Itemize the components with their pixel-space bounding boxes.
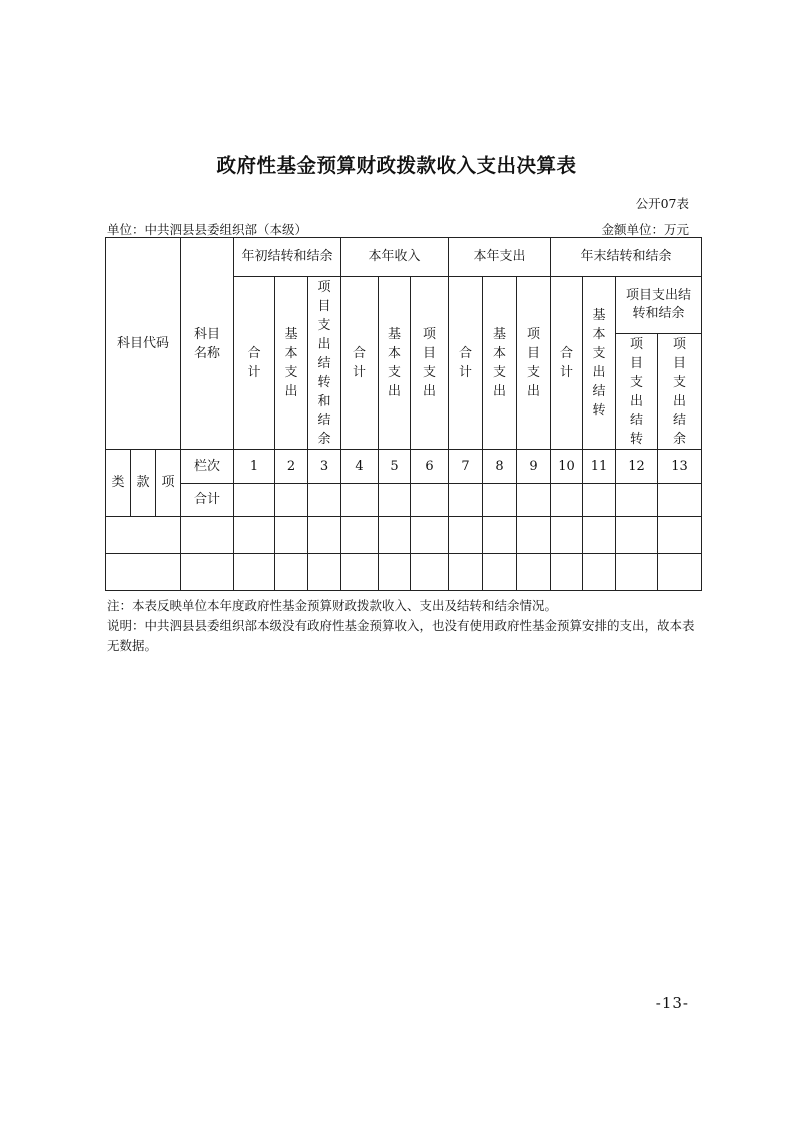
column-number: 11 xyxy=(583,450,616,484)
table-cell xyxy=(583,554,616,591)
column-number: 12 xyxy=(616,450,658,484)
header-begin-group: 年初结转和结余 xyxy=(234,238,341,277)
table-cell xyxy=(411,554,449,591)
column-number: 6 xyxy=(411,450,449,484)
header-income-project: 项目支出 xyxy=(411,277,449,450)
column-number: 7 xyxy=(449,450,483,484)
header-begin-basic: 基本支出 xyxy=(275,277,308,450)
table-cell xyxy=(483,554,517,591)
table-cell xyxy=(551,517,583,554)
column-number: 8 xyxy=(483,450,517,484)
header-expense-basic: 基本支出 xyxy=(483,277,517,450)
header-code: 科目代码 xyxy=(106,238,181,450)
header-expense-project: 项目支出 xyxy=(517,277,551,450)
table-cell xyxy=(106,517,181,554)
table-cell xyxy=(341,484,379,517)
header-end-group: 年末结转和结余 xyxy=(551,238,702,277)
table-cell xyxy=(449,517,483,554)
column-number: 1 xyxy=(234,450,275,484)
header-begin-project: 项目支出结转和结余 xyxy=(308,277,341,450)
table-cell xyxy=(341,517,379,554)
page-title: 政府性基金预算财政拨款收入支出决算表 xyxy=(216,154,577,177)
column-number: 2 xyxy=(275,450,308,484)
table-cell xyxy=(379,554,411,591)
table-cell xyxy=(551,554,583,591)
table-cell xyxy=(308,517,341,554)
table-cell xyxy=(483,484,517,517)
table-cell xyxy=(379,517,411,554)
table-cell xyxy=(583,517,616,554)
column-number: 13 xyxy=(658,450,702,484)
table-row xyxy=(106,554,702,591)
table-cell xyxy=(517,517,551,554)
table-cell xyxy=(379,484,411,517)
column-number: 4 xyxy=(341,450,379,484)
table-row xyxy=(106,517,702,554)
table-cell xyxy=(411,484,449,517)
column-number: 5 xyxy=(379,450,411,484)
header-income-group: 本年收入 xyxy=(341,238,449,277)
table-cell xyxy=(275,517,308,554)
table-cell xyxy=(658,517,702,554)
table-cell xyxy=(616,517,658,554)
table-cell xyxy=(106,554,181,591)
table-cell xyxy=(275,554,308,591)
table-cell xyxy=(181,554,234,591)
sum-row-label: 合计 xyxy=(181,484,234,517)
header-income-total: 合计 xyxy=(341,277,379,450)
header-end-basic-carryover: 基本支出结转 xyxy=(583,277,616,450)
form-number: 公开07表 xyxy=(635,196,689,211)
column-order-label: 栏次 xyxy=(181,450,234,484)
header-item: 项 xyxy=(156,450,181,517)
table-cell xyxy=(616,554,658,591)
table-cell xyxy=(658,484,702,517)
table-cell xyxy=(234,517,275,554)
table-cell xyxy=(308,554,341,591)
table-cell xyxy=(658,554,702,591)
header-income-basic: 基本支出 xyxy=(379,277,411,450)
note-line: 注：本表反映单位本年度政府性基金预算财政拨款收入、支出及结转和结余情况。 xyxy=(107,598,558,613)
table-cell xyxy=(517,554,551,591)
header-section: 款 xyxy=(131,450,156,517)
table-cell xyxy=(583,484,616,517)
table-cell xyxy=(551,484,583,517)
column-number: 9 xyxy=(517,450,551,484)
table-cell xyxy=(449,484,483,517)
table-cell xyxy=(234,554,275,591)
header-end-total: 合计 xyxy=(551,277,583,450)
header-name: 科目名称 xyxy=(181,238,234,450)
header-expense-group: 本年支出 xyxy=(449,238,551,277)
header-cat: 类 xyxy=(106,450,131,517)
budget-table xyxy=(105,237,702,591)
table-cell xyxy=(449,554,483,591)
table-cell xyxy=(234,484,275,517)
header-end-project-group: 项目支出结转和结余 xyxy=(616,277,702,334)
table-cell xyxy=(411,517,449,554)
header-end-project-carryover: 项目支出结转 xyxy=(616,334,658,450)
table-cell xyxy=(616,484,658,517)
unit-label: 单位：中共泗县县委组织部（本级） xyxy=(107,222,308,237)
table-cell xyxy=(181,517,234,554)
page-number: -13- xyxy=(655,994,689,1012)
sum-row xyxy=(106,484,702,517)
header-end-project-balance: 项目支出结余 xyxy=(658,334,702,450)
notes xyxy=(107,596,697,656)
table-cell xyxy=(517,484,551,517)
header-expense-total: 合计 xyxy=(449,277,483,450)
header-begin-total: 合计 xyxy=(234,277,275,450)
column-number: 10 xyxy=(551,450,583,484)
money-unit-label: 金额单位：万元 xyxy=(601,222,689,237)
table-cell xyxy=(483,517,517,554)
table-cell xyxy=(341,554,379,591)
note-line: 说明：中共泗县县委组织部本级没有政府性基金预算收入，也没有使用政府性基金预算安排的支出，故本表无数据。 xyxy=(107,618,695,653)
table-cell xyxy=(275,484,308,517)
column-number: 3 xyxy=(308,450,341,484)
table-cell xyxy=(308,484,341,517)
